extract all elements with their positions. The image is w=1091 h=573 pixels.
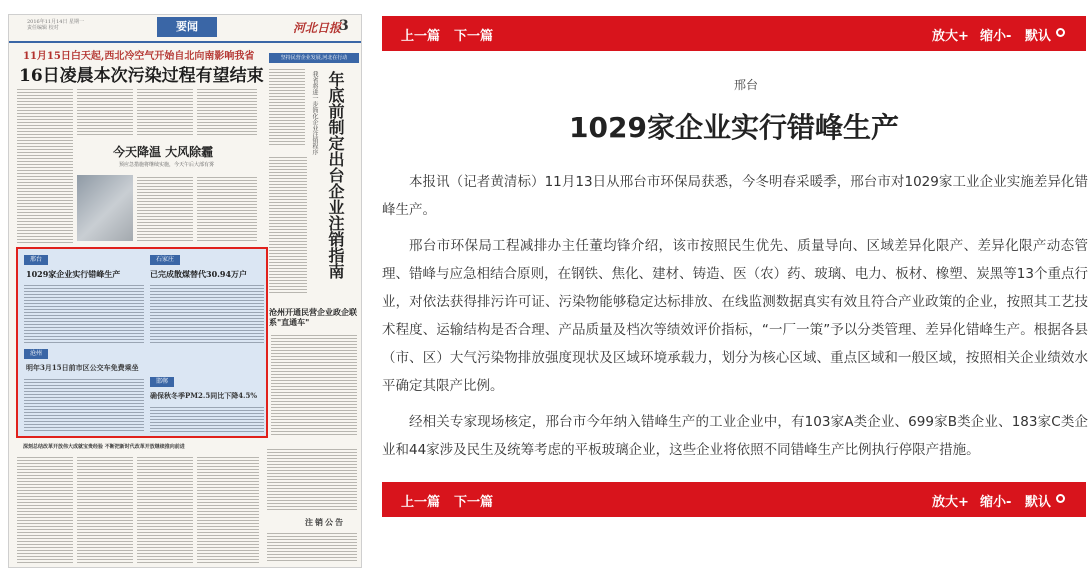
- text-column: [197, 87, 257, 137]
- article-paragraph: 邢台市环保局工程减排办主任董均锋介绍，该市按照民生优先、质量导向、区域差异化限产、差异化限产动态管理、错峰与应急相结合原则，在钢铁、焦化、建材、铸造、医（农）药、玻璃、电力、板材、橡塑、炭黑等13个重点行业，对依法获得排污许可证、污染物能够稳定达标排放、在线监测数据真实有效且符合产业政策的企业，按照其工艺技术程度、运输结构是否合理、产品质量及档次等绩效评价指标，“一厂一策”予以分类管理、差异化错峰生产。根据各县（市、区）大气污染物排放强度现状及区域环境承载力，划分为核心区域、重点区域和一般区域，按照相关企业绩效水平确定其限产比例。: [382, 238, 1088, 394]
- box-headline-handan[interactable]: 确保秋冬季PM2.5同比下降4.5%: [150, 391, 258, 400]
- highlighted-article-box[interactable]: [16, 247, 268, 438]
- bottom-banner[interactable]: 深刻总结改革开放伟大成就宝贵经验 不断把新时代改革开放继续推向前进: [23, 444, 185, 450]
- next-article-link[interactable]: 下一篇: [454, 495, 494, 510]
- text-column: [271, 333, 357, 437]
- newspaper-headline[interactable]: 16日凌晨本次污染过程有望结束: [19, 66, 264, 86]
- region-tag-xingtai: 邢台: [24, 255, 48, 265]
- reset-circle-icon[interactable]: [1056, 28, 1065, 37]
- article-paragraph: 本报讯（记者黄清标）11月13日从邢台市环保局获悉，今冬明春采暖季，邢台市对1029家工业企业实施差异化错峰生产。: [382, 174, 1088, 218]
- text-column: [17, 455, 73, 563]
- text-column: [24, 283, 144, 343]
- zoom-out-button[interactable]: 缩小-: [980, 495, 1012, 510]
- newspaper-subheadline-note: 预应急措施将继续实施，今天午后大部有雾: [119, 162, 215, 168]
- article-byline: 邢台: [734, 78, 759, 92]
- newspaper-subheadline[interactable]: 今天降温 大风除霾: [113, 145, 214, 159]
- text-column: [269, 155, 307, 295]
- reset-zoom-button[interactable]: 默认: [1025, 495, 1052, 510]
- next-article-link[interactable]: 下一篇: [454, 29, 494, 44]
- region-tag-handan: 邯郸: [150, 377, 174, 387]
- region-tag-cangzhou: 沧州: [24, 349, 48, 359]
- newspaper-page-thumbnail[interactable]: [8, 14, 362, 568]
- newspaper-page-number: 3: [339, 18, 349, 34]
- text-column: [197, 175, 257, 241]
- reset-circle-icon[interactable]: [1056, 494, 1065, 503]
- text-column: [150, 283, 264, 343]
- sidebar-tag: 坚持民营企业发展,河北在行动: [269, 53, 359, 63]
- prev-article-link[interactable]: 上一篇: [401, 495, 441, 510]
- box-headline-xingtai[interactable]: 1029家企业实行错峰生产: [26, 269, 121, 279]
- region-tag-shijiazhuang: 石家庄: [150, 255, 180, 265]
- zoom-in-button[interactable]: 放大+: [932, 495, 969, 510]
- text-column: [17, 87, 73, 243]
- article-paragraph: 经相关专家现场核定，邢台市今年纳入错峰生产的工业企业中，有103家A类企业、699家B类企业、183家C类企业和44家涉及民生及统筹考虑的平板玻璃企业，这些企业将依照不同错峰生产比例执行停限产措施。: [382, 414, 1088, 458]
- reset-zoom-button[interactable]: 默认: [1025, 29, 1052, 44]
- box-headline-shijiazhuang[interactable]: 已完成散煤替代30.94万户: [150, 269, 248, 279]
- text-column: [77, 87, 133, 137]
- newspaper-logo: 河北日报: [293, 21, 342, 35]
- text-column: [137, 87, 193, 137]
- vertical-headline[interactable]: 年底前制定出台企业注销指南: [326, 71, 345, 279]
- text-column: [77, 455, 133, 563]
- text-column: [24, 377, 144, 432]
- newspaper-masthead: [9, 15, 361, 43]
- zoom-in-button[interactable]: 放大+: [932, 29, 969, 44]
- newspaper-section: 要闻: [157, 17, 217, 37]
- text-column: [267, 531, 357, 563]
- text-column: [137, 175, 193, 241]
- newspaper-kicker[interactable]: 11月15日白天起,西北冷空气开始自北向南影响我省: [23, 51, 255, 62]
- article-body: [382, 168, 1088, 472]
- right-column-headline[interactable]: 沧州开通民营企业政企联系"直通车": [269, 307, 357, 327]
- text-column: [267, 447, 357, 511]
- text-column: [150, 405, 264, 433]
- news-photo: [77, 175, 133, 241]
- text-column: [269, 67, 305, 147]
- text-column: [197, 455, 259, 563]
- newspaper-date: 2016年11月14日 星期一 责任编辑 校对: [27, 19, 85, 31]
- prev-article-link[interactable]: 上一篇: [401, 29, 441, 44]
- article-title: 1029家企业实行错峰生产: [569, 111, 899, 144]
- text-column: [137, 455, 193, 563]
- notice-heading[interactable]: 注销公告: [305, 517, 345, 527]
- vertical-subheadline: 我省将进一步简化企业注销程序: [311, 71, 318, 155]
- zoom-out-button[interactable]: 缩小-: [980, 29, 1012, 44]
- article-toolbar-bottom: [382, 482, 1086, 517]
- box-headline-cangzhou[interactable]: 明年3月15日前市区公交车免费乘坐: [26, 363, 139, 372]
- article-toolbar-top: [382, 16, 1086, 51]
